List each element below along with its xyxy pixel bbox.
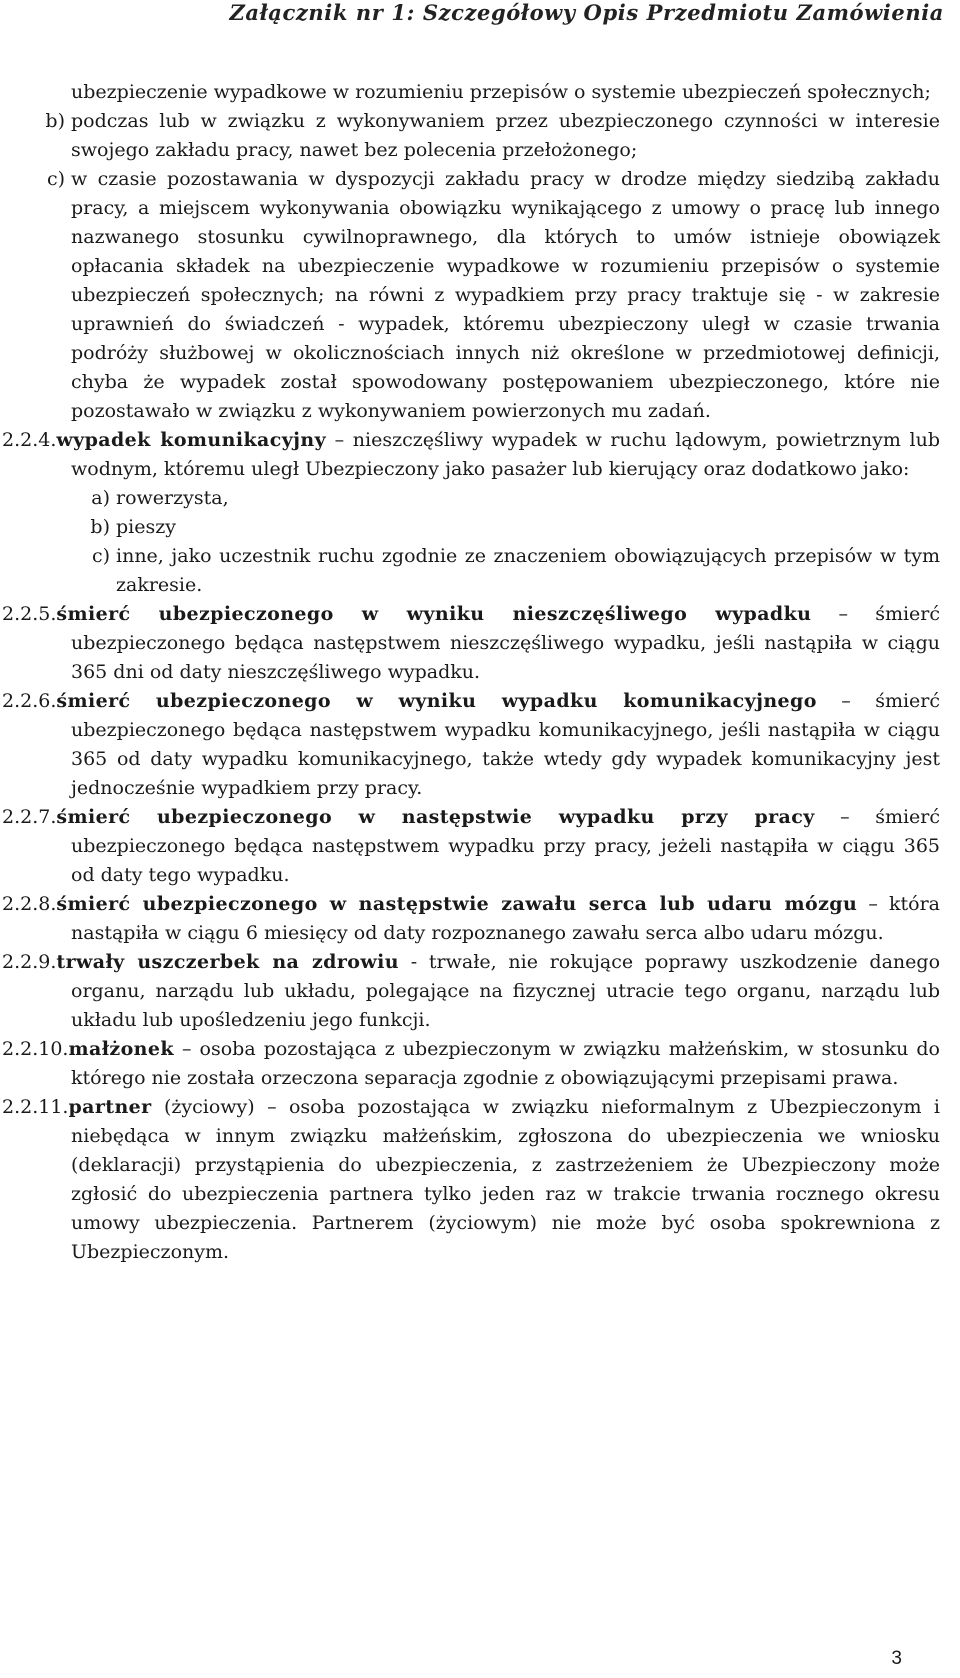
section-separator bbox=[152, 1096, 164, 1118]
sublist-item bbox=[71, 484, 940, 513]
section-text: śmierć ubezpieczonego będąca następstwem wypadku przy pracy, jeżeli nastąpiła w ciągu 365 od daty tego wypadku. bbox=[71, 806, 940, 886]
section-separator: – bbox=[816, 690, 876, 712]
list-text: w czasie pozostawania w dyspozycji zakładu pracy w drodze między siedzibą zakładu pracy, a miejscem wykonywania obowiązku wynikającego z umowy o pracę lub innego nazwanego stosunku cywilnoprawnego, dla których to umów istnieje obowiązek opłacania składek na ubezpieczenie wypadkowe w rozumieniu przepisów o systemie ubezpieczeń społecznych; na równi z wypadkiem przy pracy traktuje się - w zakresie uprawnień do świadczeń - wypadek, któremu ubezpieczony uległ w czasie trwania podróży służbowej w okolicznościach innych niż określone w przedmiotowej definicji, chyba że wypadek został spowodowany postępowaniem ubezpieczonego, które nie pozostawało w związku z wykonywaniem powierzonych mu zadań. bbox=[71, 168, 940, 422]
section-text: która nastąpiła w ciągu 6 miesięcy od daty rozpoznanego zawału serca albo udaru mózgu. bbox=[71, 893, 940, 944]
list-label: b) bbox=[45, 110, 65, 132]
section-2-2-6 bbox=[0, 687, 960, 803]
section-term: śmierć ubezpieczonego w wyniku wypadku komunikacyjnego bbox=[56, 690, 817, 712]
section-2-2-9 bbox=[0, 948, 960, 1035]
sublist-label: c) bbox=[91, 545, 110, 567]
section-text: trwałe, nie rokujące poprawy uszkodzenie danego organu, narządu lub układu, polegające na fizycznej utracie tego organu, narządu lub układu lub upośledzeniu jego funkcji. bbox=[71, 951, 941, 1031]
page-number: 3 bbox=[891, 1648, 902, 1669]
section-separator: – bbox=[173, 1038, 200, 1060]
section-2-2-11 bbox=[0, 1093, 960, 1267]
section-separator: – bbox=[814, 806, 876, 828]
sublist-item bbox=[71, 542, 940, 600]
section-term: trwały uszczerbek na zdrowiu bbox=[56, 951, 399, 973]
section-number: 2.2.6. bbox=[2, 690, 57, 712]
section-text: śmierć ubezpieczonego będąca następstwem wypadku komunikacyjnego, jeśli nastąpiła w ciągu 365 od daty wypadku komunikacyjnego, także wtedy gdy wypadek komunikacyjny jest jednocześnie wypadkiem przy pracy. bbox=[71, 690, 940, 799]
list-text: podczas lub w związku z wykonywaniem przez ubezpieczonego czynności w interesie swojego zakładu pracy, nawet bez polecenia przełożonego; bbox=[71, 110, 940, 161]
section-number: 2.2.8. bbox=[2, 893, 57, 915]
sublist-label: b) bbox=[90, 516, 110, 538]
list-item-c bbox=[0, 165, 960, 426]
continuation-paragraph: ubezpieczenie wypadkowe w rozumieniu przepisów o systemie ubezpieczeń społecznych; bbox=[71, 81, 931, 103]
section-text: (życiowy) – osoba pozostająca w związku nieformalnym z Ubezpieczonym i niebędąca w innym związku małżeńskim, zgłoszona do ubezpieczenia we wniosku (deklaracji) przystąpienia do ubezpieczenia, z zastrzeżeniem że Ubezpieczony może zgłosić do ubezpieczenia partnera tylko jeden raz w trakcie trwania rocznego okresu umowy ubezpieczenia. Partnerem (życiowym) nie może być osoba spokrewniona z Ubezpieczonym. bbox=[71, 1096, 940, 1263]
section-2-2-8 bbox=[0, 890, 960, 948]
section-number: 2.2.4. bbox=[2, 429, 57, 451]
sublist-text: inne, jako uczestnik ruchu zgodnie ze znaczeniem obowiązujących przepisów w tym zakresie. bbox=[116, 545, 940, 596]
sublist-text: pieszy bbox=[116, 516, 176, 538]
section-text: osoba pozostająca z ubezpieczonym w związku małżeńskim, w stosunku do którego nie została orzeczona separacja zgodnie z obowiązującymi przepisami prawa. bbox=[71, 1038, 940, 1089]
section-separator: – bbox=[326, 429, 353, 451]
section-term: śmierć ubezpieczonego w następstwie wypadku przy pracy bbox=[56, 806, 815, 828]
section-term: małżonek bbox=[68, 1038, 174, 1060]
section-number: 2.2.10. bbox=[2, 1038, 69, 1060]
section-number: 2.2.5. bbox=[2, 603, 57, 625]
list-item-b bbox=[0, 107, 960, 165]
section-number: 2.2.7. bbox=[2, 806, 57, 828]
section-term: wypadek komunikacyjny bbox=[56, 429, 327, 451]
sublist-2-2-4 bbox=[0, 484, 960, 600]
section-separator: - bbox=[398, 951, 429, 973]
section-term: śmierć ubezpieczonego w następstwie zawału serca lub udaru mózgu bbox=[56, 893, 858, 915]
section-2-2-10 bbox=[0, 1035, 960, 1093]
section-number: 2.2.9. bbox=[2, 951, 57, 973]
list-label: c) bbox=[46, 168, 65, 190]
section-number: 2.2.11. bbox=[2, 1096, 69, 1118]
sublist-label: a) bbox=[91, 487, 110, 509]
section-2-2-7 bbox=[0, 803, 960, 890]
page-header: Załącznik nr 1: Szczegółowy Opis Przedmiotu Zamówienia bbox=[229, 0, 944, 25]
section-separator: – bbox=[857, 893, 889, 915]
section-2-2-4 bbox=[0, 426, 960, 484]
sublist-item bbox=[71, 513, 940, 542]
sublist-text: rowerzysta, bbox=[116, 487, 229, 509]
section-term: partner bbox=[68, 1096, 152, 1118]
section-text: śmierć ubezpieczonego będąca następstwem nieszczęśliwego wypadku, jeśli nastąpiła w ciągu 365 dni od daty nieszczęśliwego wypadku. bbox=[71, 603, 940, 683]
section-text: nieszczęśliwy wypadek w ruchu lądowym, powietrznym lub wodnym, któremu uległ Ubezpieczony jako pasażer lub kierujący oraz dodatkowo jako: bbox=[71, 429, 940, 480]
section-term: śmierć ubezpieczonego w wyniku nieszczęśliwego wypadku bbox=[56, 603, 812, 625]
document-body bbox=[0, 78, 960, 1267]
section-separator: – bbox=[811, 603, 876, 625]
section-2-2-5 bbox=[0, 600, 960, 687]
